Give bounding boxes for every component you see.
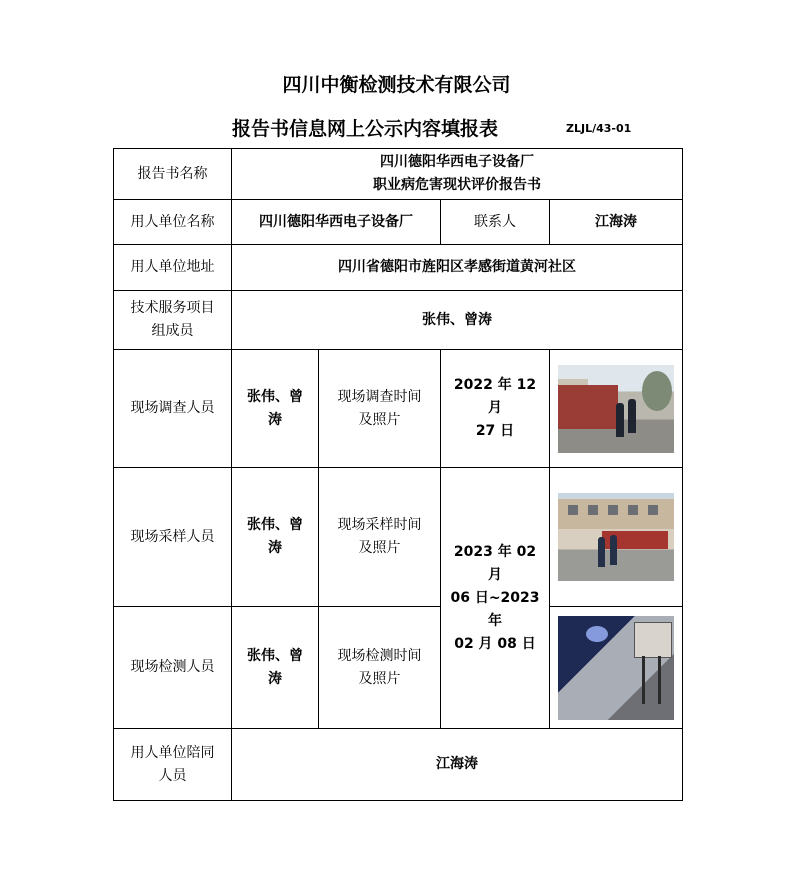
- sampling-testing-time-line2: 06 日~2023 年: [450, 589, 540, 629]
- sampling-staff: [232, 468, 319, 607]
- project-members-label-line2: 组成员: [151, 323, 194, 339]
- survey-time-value: [441, 350, 550, 468]
- row-report-name: [114, 149, 683, 200]
- contact-label: 联系人: [441, 200, 550, 245]
- accompany-label-line1: 用人单位陪同: [130, 744, 215, 761]
- project-members-label-line1: 技术服务项目: [130, 300, 215, 316]
- survey-time-label: [319, 350, 441, 468]
- form-code: ZLJL/43-01: [566, 122, 632, 135]
- survey-staff-line2: 涛: [268, 411, 282, 428]
- form-title: 报告书信息网上公示内容填报表: [231, 118, 498, 140]
- row-project-members: [114, 291, 683, 350]
- address-value: 四川省德阳市旌阳区孝感街道黄河社区: [232, 245, 683, 291]
- testing-label: 现场检测人员: [114, 607, 232, 729]
- project-members-label: [114, 291, 232, 350]
- site-testing-photo: [558, 616, 674, 720]
- testing-time-label: [319, 607, 441, 729]
- survey-time-label-line1: 现场调查时间: [337, 388, 422, 405]
- address-label: 用人单位地址: [114, 245, 232, 291]
- row-sampling: [114, 468, 683, 607]
- accompany-label: [114, 729, 232, 801]
- row-address: [114, 245, 683, 291]
- employer-label: 用人单位名称: [114, 200, 232, 245]
- accompany-label-line2: 人员: [158, 767, 187, 784]
- survey-staff: [232, 350, 319, 468]
- row-testing: [114, 607, 683, 729]
- company-name: 四川中衡检测技术有限公司: [282, 74, 511, 96]
- sampling-staff-line1: 张伟、曾: [247, 517, 303, 533]
- survey-time-label-line2: 及照片: [358, 411, 401, 428]
- accompany-value: 江海涛: [232, 729, 683, 801]
- sampling-time-label-line1: 现场采样时间: [337, 517, 422, 533]
- sampling-staff-line2: 涛: [268, 540, 282, 556]
- row-accompany: [114, 729, 683, 801]
- site-sampling-photo: [558, 493, 674, 581]
- testing-staff-line1: 张伟、曾: [247, 647, 303, 664]
- survey-photo-cell: [550, 350, 683, 468]
- survey-label: 现场调查人员: [114, 350, 232, 468]
- sampling-testing-time-line1: 2023 年 02 月: [453, 543, 537, 583]
- report-name-value: [232, 149, 683, 200]
- report-name-line2: 职业病危害现状评价报告书: [373, 177, 541, 193]
- testing-photo-cell: [550, 607, 683, 729]
- report-name-line1: 四川德阳华西电子设备厂: [380, 154, 534, 170]
- sampling-time-label-line2: 及照片: [358, 540, 401, 556]
- row-survey: [114, 350, 683, 468]
- sampling-time-label: [319, 468, 441, 607]
- site-survey-photo: [558, 365, 674, 453]
- report-name-label: 报告书名称: [114, 149, 232, 200]
- sampling-photo-cell: [550, 468, 683, 607]
- survey-time-line2: 27 日: [475, 423, 515, 439]
- survey-time-line1: 2022 年 12 月: [453, 377, 537, 416]
- disclosure-form-table: [113, 148, 683, 801]
- testing-time-label-line1: 现场检测时间: [337, 647, 422, 664]
- testing-time-label-line2: 及照片: [358, 670, 401, 687]
- sampling-testing-time-line3: 02 月 08 日: [454, 635, 536, 652]
- sampling-label: 现场采样人员: [114, 468, 232, 607]
- project-members-value: 张伟、曾涛: [232, 291, 683, 350]
- employer-value: 四川德阳华西电子设备厂: [232, 200, 441, 245]
- contact-value: 江海涛: [550, 200, 683, 245]
- survey-staff-line1: 张伟、曾: [247, 388, 303, 405]
- sampling-testing-time-value: [441, 468, 550, 729]
- row-employer: [114, 200, 683, 245]
- testing-staff: [232, 607, 319, 729]
- testing-staff-line2: 涛: [268, 670, 282, 687]
